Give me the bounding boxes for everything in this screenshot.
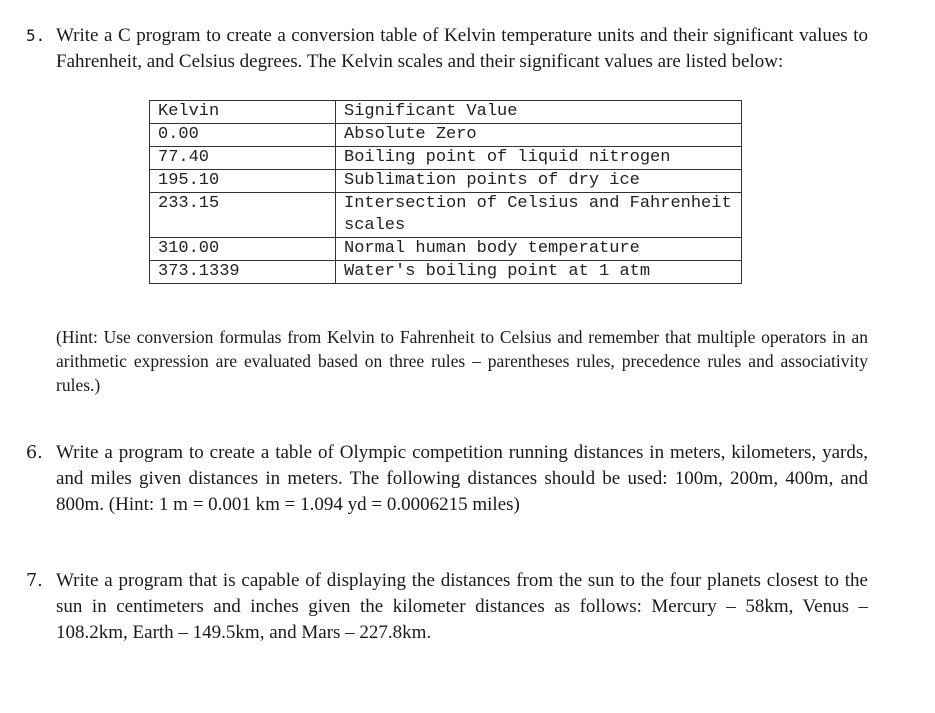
kelvin-cell: 0.00: [150, 124, 336, 147]
question-number: 7.: [26, 571, 43, 591]
kelvin-table: [149, 100, 742, 284]
significance-cell: Boiling point of liquid nitrogen: [336, 147, 742, 170]
kelvin-cell: 77.40: [150, 147, 336, 170]
header-significant-value: Significant Value: [336, 101, 742, 124]
question-text: Write a program that is capable of displaying the distances from the sun to the four planets closest to the sun in centimeters and inches given the kilometer distances as follows: Mercury – 58km, Venus – 108.2km, Earth – 149.5km, and Mars – 227.8km.: [56, 570, 868, 643]
header-kelvin: Kelvin: [150, 101, 336, 124]
table-header-row: [150, 101, 742, 124]
kelvin-cell: 233.15: [150, 193, 336, 238]
table-row: [150, 147, 742, 170]
question-number: 6.: [26, 443, 43, 463]
significance-cell: Intersection of Celsius and Fahrenheit scales: [336, 193, 742, 238]
kelvin-cell: 310.00: [150, 238, 336, 261]
question-text: Write a program to create a table of Olympic competition running distances in meters, kilometers, yards, and miles given distances in meters. The following distances should be used: 100m, 200m, 400m, and 800m. (Hint: 1 m = 0.001 km = 1.094 yd = 0.0006215 miles): [56, 442, 868, 515]
kelvin-cell: 373.1339: [150, 261, 336, 284]
question-number: 5.: [26, 26, 46, 45]
question-text: Write a C program to create a conversion table of Kelvin temperature units and their significant values to Fahrenheit, and Celsius degrees. The Kelvin scales and their significant values are listed below:: [56, 25, 868, 72]
significance-cell: Sublimation points of dry ice: [336, 170, 742, 193]
significance-cell: Water's boiling point at 1 atm: [336, 261, 742, 284]
table-row: [150, 124, 742, 147]
question-5-hint: (Hint: Use conversion formulas from Kelvin to Fahrenheit to Celsius and remember that multiple operators in an arithmetic expression are evaluated based on three rules – parentheses rules, precedence rules and associativity rules.): [56, 327, 868, 395]
kelvin-cell: 195.10: [150, 170, 336, 193]
table-row: [150, 261, 742, 284]
table-row: [150, 193, 742, 238]
significance-cell: Normal human body temperature: [336, 238, 742, 261]
table-row: [150, 238, 742, 261]
significance-cell: Absolute Zero: [336, 124, 742, 147]
table-row: [150, 170, 742, 193]
